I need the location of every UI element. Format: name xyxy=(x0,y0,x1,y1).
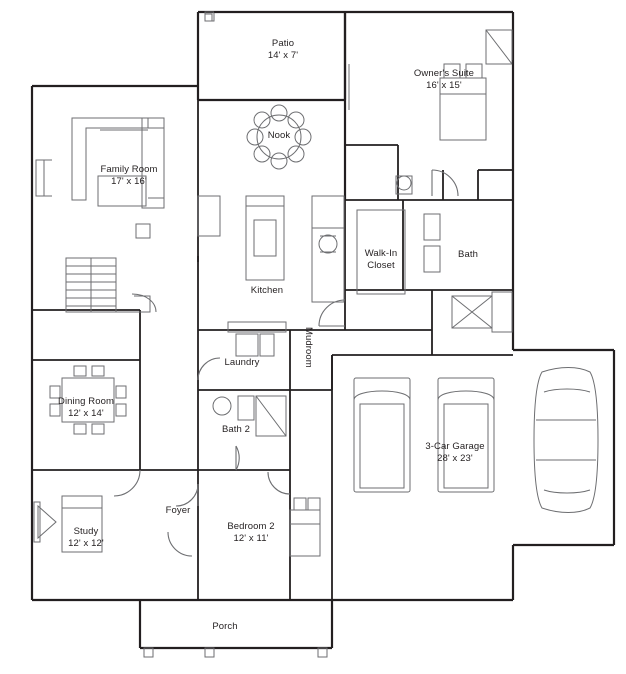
room-name: Family Room xyxy=(100,164,158,175)
room-name: Bath 2 xyxy=(221,424,251,435)
room-label-laundry xyxy=(216,357,268,369)
room-name: Nook xyxy=(267,130,291,141)
room-label-bath-2 xyxy=(213,424,259,436)
room-dimension: 12' x 11' xyxy=(233,533,269,544)
room-dimension: 12' x 14' xyxy=(68,408,104,419)
room-name: 3-Car Garage xyxy=(425,441,485,452)
room-label-patio xyxy=(253,38,313,62)
room-name: Patio xyxy=(271,38,295,49)
door-swings xyxy=(114,170,458,556)
room-name: Kitchen xyxy=(250,285,284,296)
room-name-line2: Closet xyxy=(367,260,395,271)
room-label-family-room xyxy=(89,164,169,188)
room-label-porch xyxy=(203,621,247,633)
room-label-dining-room xyxy=(46,396,126,420)
room-name: Dining Room xyxy=(57,396,114,407)
room-label-mudroom xyxy=(302,327,314,368)
room-dimension: 17' x 16' xyxy=(111,176,147,187)
room-label-bath xyxy=(450,249,486,261)
room-dimension: 28' x 23' xyxy=(437,453,473,464)
room-label-walk-in-closet xyxy=(357,248,405,272)
room-name: Mudroom xyxy=(303,327,314,368)
room-name: Foyer xyxy=(165,505,191,516)
room-label-study xyxy=(58,526,114,550)
room-name: Owner's Suite xyxy=(413,68,475,79)
room-name: Porch xyxy=(212,621,238,632)
room-name: Bath xyxy=(458,249,478,260)
room-name: Bedroom 2 xyxy=(227,521,275,532)
room-name: Laundry xyxy=(224,357,260,368)
room-label-foyer xyxy=(158,505,198,517)
room-dimension: 12' x 12' xyxy=(68,538,104,549)
room-label-bedroom-2 xyxy=(213,521,289,545)
room-label-three-car-garage xyxy=(400,441,510,465)
room-dimension: 14' x 7' xyxy=(267,50,299,61)
room-dimension: 16' x 15' xyxy=(426,80,462,91)
room-label-nook xyxy=(259,130,299,142)
room-name: Study xyxy=(73,526,99,537)
room-label-kitchen xyxy=(240,285,294,297)
room-label-owners-suite xyxy=(399,68,489,92)
room-name: Walk-In xyxy=(364,248,398,259)
